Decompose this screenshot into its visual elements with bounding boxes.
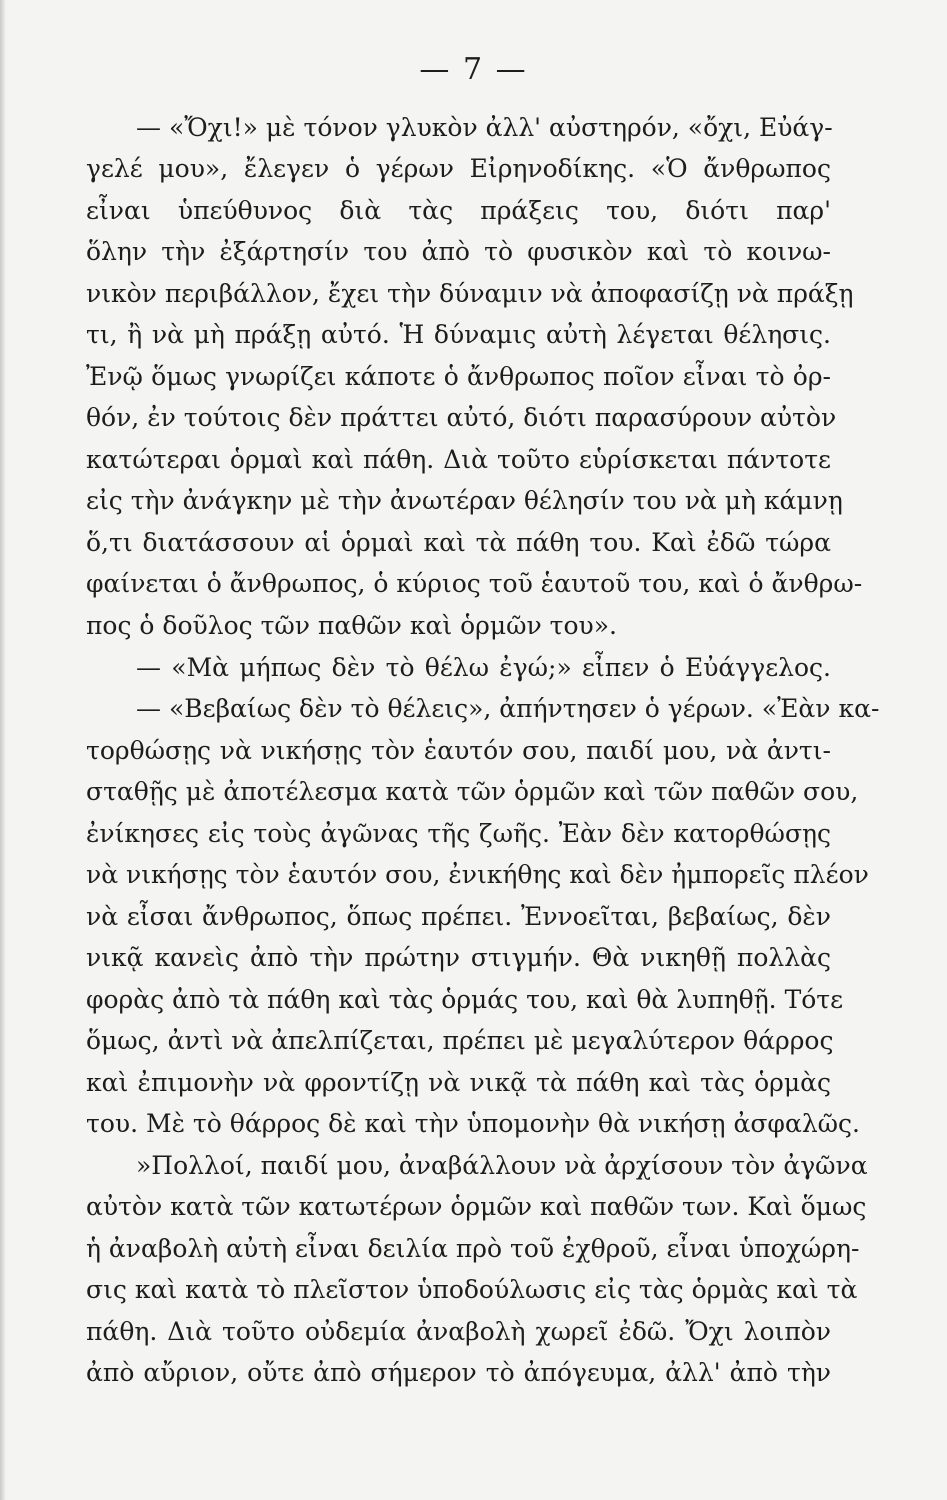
text-line: Ἐνῷ ὅμως γνωρίζει κάποτε ὁ ἄνθρωπος ποῖον εἶναι τὸ ὀρ- xyxy=(86,362,831,391)
text-line: ὅλην τὴν ἐξάρτησίν του ἀπὸ τὸ φυσικὸν καὶ τὸ κοινω- xyxy=(86,237,831,266)
text-line: πάθη. Διὰ τοῦτο οὐδεμία ἀναβολὴ χωρεῖ ἐδῶ. Ὄχι λοιπὸν xyxy=(86,1317,831,1346)
text-line: γελέ μου», ἔλεγεν ὁ γέρων Εἰρηνοδίκης. «Ὁ ἄνθρωπος xyxy=(86,154,831,183)
text-line: νὰ νικήσῃς τὸν ἑαυτόν σου, ἐνικήθης καὶ δὲν ἠμπορεῖς πλέον xyxy=(86,860,869,889)
text-line: ἡ ἀναβολὴ αὐτὴ εἶναι δειλία πρὸ τοῦ ἐχθροῦ, εἶναι ὑποχώρη- xyxy=(86,1234,860,1263)
text-line: νὰ εἶσαι ἄνθρωπος, ὅπως πρέπει. Ἐννοεῖται, βεβαίως, δὲν xyxy=(86,902,831,931)
text-line: νικᾷ κανεὶς ἀπὸ τὴν πρώτην στιγμήν. Θὰ νικηθῇ πολλὰς xyxy=(86,943,831,972)
text-line: εἰς τὴν ἀνάγκην μὲ τὴν ἀνωτέραν θέλησίν του νὰ μὴ κάμνῃ xyxy=(86,486,843,515)
page-number: — 7 — xyxy=(419,52,528,87)
text-line: ἀπὸ αὔριον, οὔτε ἀπὸ σήμερον τὸ ἀπόγευμα, ἀλλ' ἀπὸ τὴν xyxy=(86,1358,831,1387)
text-line: »Πολλοί, παιδί μου, ἀναβάλλουν νὰ ἀρχίσουν τὸν ἀγῶνα xyxy=(136,1151,868,1180)
text-line: εἶναι ὑπεύθυνος διὰ τὰς πράξεις του, διότι παρ' xyxy=(86,196,831,225)
page-edge-shadow xyxy=(0,0,6,1500)
text-line: καὶ ἐπιμονὴν νὰ φροντίζῃ νὰ νικᾷ τὰ πάθη καὶ τὰς ὁρμὰς xyxy=(86,1068,831,1097)
text-line: φαίνεται ὁ ἄνθρωπος, ὁ κύριος τοῦ ἑαυτοῦ του, καὶ ὁ ἄνθρω- xyxy=(86,569,863,598)
text-line: — «Βεβαίως δὲν τὸ θέλεις», ἀπήντησεν ὁ γέρων. «Ἐὰν κα- xyxy=(136,694,880,723)
text-line: θόν, ἐν τούτοις δὲν πράττει αὐτό, διότι παρασύρουν αὐτὸν xyxy=(86,403,837,432)
text-line: αὐτὸν κατὰ τῶν κατωτέρων ὁρμῶν καὶ παθῶν των. Καὶ ὅμως xyxy=(86,1192,867,1221)
text-line: του. Μὲ τὸ θάρρος δὲ καὶ τὴν ὑπομονὴν θὰ νικήσῃ ἀσφαλῶς. xyxy=(86,1109,860,1138)
text-line: ὅμως, ἀντὶ νὰ ἀπελπίζεται, πρέπει μὲ μεγαλύτερον θάρρος xyxy=(86,1026,834,1055)
text-line: φορὰς ἀπὸ τὰ πάθη καὶ τὰς ὁρμάς του, καὶ θὰ λυπηθῇ. Τότε xyxy=(86,985,844,1014)
text-line: σις καὶ κατὰ τὸ πλεῖστον ὑποδούλωσις εἰς τὰς ὁρμὰς καὶ τὰ xyxy=(86,1275,858,1304)
text-line: σταθῇς μὲ ἀποτέλεσμα κατὰ τῶν ὁρμῶν καὶ τῶν παθῶν σου, xyxy=(86,777,859,806)
text-line: ἐνίκησες εἰς τοὺς ἀγῶνας τῆς ζωῆς. Ἐὰν δὲν κατορθώσῃς xyxy=(86,819,831,848)
text-line: κατώτεραι ὁρμαὶ καὶ πάθη. Διὰ τοῦτο εὑρίσκεται πάντοτε xyxy=(86,445,831,474)
text-line: νικὸν περιβάλλον, ἔχει τὴν δύναμιν νὰ ἀποφασίζῃ νὰ πράξῃ xyxy=(86,279,854,308)
text-line: — «Μὰ μήπως δὲν τὸ θέλω ἐγώ;» εἶπεν ὁ Εὐάγγελος. xyxy=(136,653,831,682)
text-line: ὅ,τι διατάσσουν αἱ ὁρμαὶ καὶ τὰ πάθη του. Καὶ ἐδῶ τώρα xyxy=(86,528,831,557)
text-line: πος ὁ δοῦλος τῶν παθῶν καὶ ὁρμῶν του». xyxy=(86,611,617,640)
text-line: — «Ὄχι!» μὲ τόνον γλυκὸν ἀλλ' αὐστηρόν, «ὄχι, Εὐάγ- xyxy=(136,113,833,142)
text-line: τι, ἢ νὰ μὴ πράξῃ αὐτό. Ἡ δύναμις αὐτὴ λέγεται θέλησις. xyxy=(86,320,831,349)
text-line: τορθώσῃς νὰ νικήσῃς τὸν ἑαυτόν σου, παιδί μου, νὰ ἀντι- xyxy=(86,736,831,765)
